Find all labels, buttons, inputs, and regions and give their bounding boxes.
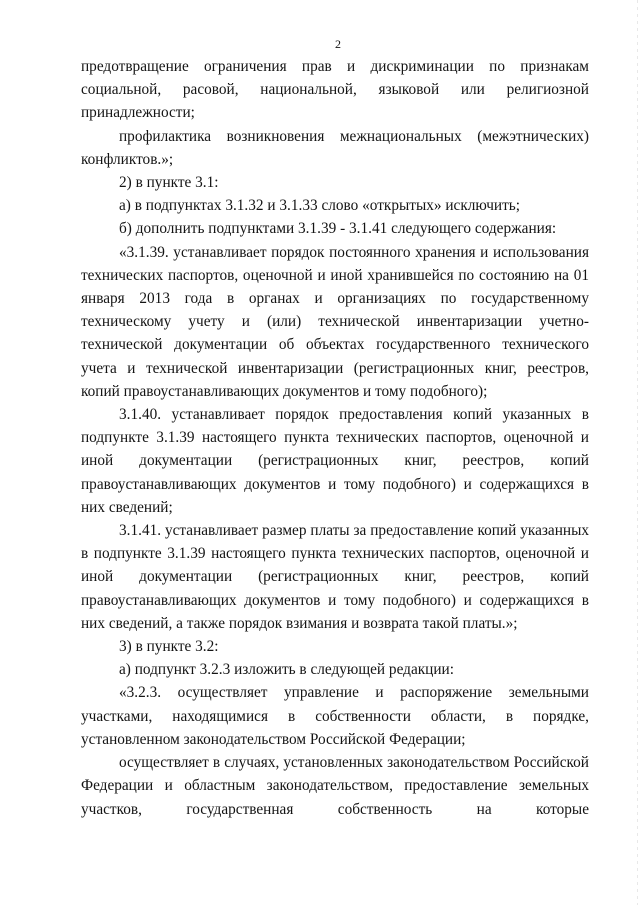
- scan-edge: [637, 0, 638, 905]
- document-body: [81, 55, 589, 821]
- paragraph-conflict-prevention: профилактика возникновения межнациональных (межэтнических) конфликтов.»;: [81, 127, 589, 168]
- paragraph-3-1-40: 3.1.40. устанавливает порядок предоставления копий указанных в подпункте 3.1.39 настоящего пункта технических паспортов, оценочной и иной документации (регистрационных книг, реестров, копий правоустанавливающих документов и тому подобного) и содержащихся в них сведений;: [81, 406, 589, 516]
- page-number: 2: [335, 37, 341, 51]
- paragraph-3-1-39: «3.1.39. устанавливает порядок постоянного хранения и использования технических паспортов, оценочной и иной хранившейся по состоянию на 01 января 2013 года в органах и организациях по государственному техническому учету и (или) технической инвентаризации учетно-технической документации об объектах государственного технического учета и технической инвентаризации (регистрационных книг, реестров, копий правоустанавливающих документов и тому подобного);: [81, 243, 589, 400]
- paragraph-subitem-a: а) в подпунктах 3.1.32 и 3.1.33 слово «открытых» исключить;: [119, 197, 521, 215]
- paragraph-item-3: 3) в пункте 3.2:: [119, 638, 219, 656]
- paragraph-subitem-b: б) дополнить подпунктами 3.1.39 - 3.1.41 следующего содержания:: [119, 220, 557, 238]
- paragraph-item-2: 2) в пункте 3.1:: [119, 174, 219, 192]
- paragraph-subitem-a-3-2-3: а) подпункт 3.2.3 изложить в следующей редакции:: [119, 661, 454, 679]
- paragraph-3-1-41: 3.1.41. устанавливает размер платы за предоставление копий указанных в подпункте 3.1.39 настоящего пункта технических паспортов, оценочной и иной документации (регистрационных книг, реестров, копий правоустанавливающих документов и тому подобного) и содержащихся в них сведений, а также порядок взимания и возврата такой платы.»;: [81, 522, 589, 632]
- paragraph-discrimination-prevention: предотвращение ограничения прав и дискриминации по признакам социальной, расовой, национальной, языковой или религиозной принадлежности;: [81, 58, 589, 122]
- paragraph-3-2-3: «3.2.3. осуществляет управление и распоряжение земельными участками, находящимися в собственности области, в порядке, установленном законодательством Российской Федерации;: [81, 684, 589, 748]
- paragraph-land-provision: осуществляет в случаях, установленных законодательством Российской Федерации и областным законодательством, предоставление земельных участков, государственная собственность на которые: [81, 754, 589, 818]
